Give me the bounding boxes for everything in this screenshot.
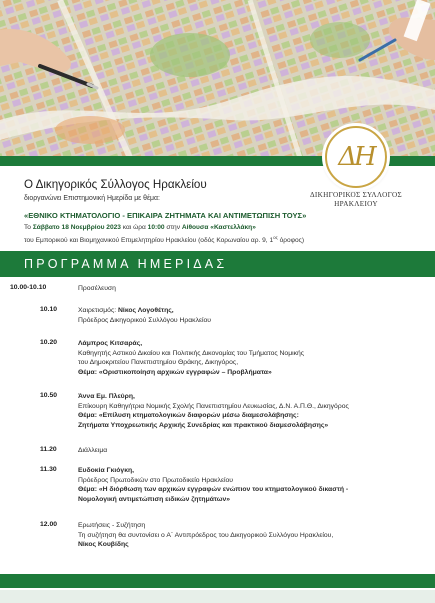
schedule-time: 11.20 — [40, 446, 57, 453]
logo-seal-icon — [325, 126, 387, 188]
talk-topic: «Οριστικοποίηση αρχικών εγγραφών – Προβλήματα» — [98, 368, 272, 376]
schedule-item: Άννα Εμ. Πλεύρη, Επίκουρη Καθηγήτρια Νομικής Σχολής Πανεπιστημίου Λευκωσίας, Δ.Ν. Α.Π.Θ., Δικηγόρος Θέμα: «Επίλυση κτηματολογικών διαφορών μέσω διαμεσολάβησης: Ζητήματα Υποχρεωτικής Αρχικής Συνεδρίας και πρακτικού διαμεσολάβησης» — [78, 393, 349, 429]
talk-topic-continued: Νομολογική αντιμετώπιση ειδικών ζητημάτων» — [78, 495, 231, 503]
logo-caption-line1: ΔΙΚΗΓΟΡΙΚΟΣ ΣΥΛΛΟΓΟΣ — [309, 191, 403, 199]
schedule-time: 10.10 — [40, 306, 58, 313]
schedule-time: 11.30 — [40, 466, 57, 473]
schedule-time: 10.00-10.10 — [10, 284, 47, 291]
schedule-item: Χαιρετισμός: Νίκος Λογοθέτης, Πρόεδρος Δικηγορικού Συλλόγου Ηρακλείου — [78, 307, 212, 324]
event-topic: «ΕΘΝΙΚΟ ΚΤΗΜΑΤΟΛΟΓΙΟ - ΕΠΙΚΑΙΡΑ ΖΗΤΗΜΑΤΑ ΚΑΙ ΑΝΤΙΜΕΤΩΠΙΣΗ ΤΟΥΣ» — [24, 211, 307, 220]
footer-strip — [0, 590, 435, 603]
schedule-item: Διάλλειμα — [78, 447, 108, 454]
organization-title: Ο Δικηγορικός Σύλλογος Ηρακλείου — [24, 178, 207, 191]
event-details-line1: Το Σάββατο 18 Νοεμβρίου 2023 και ώρα 10:00 στην Αίθουσα «Καστελλάκη» — [24, 224, 256, 231]
speaker-name: Νίκος Λογοθέτης, — [118, 307, 174, 314]
talk-topic-continued: Ζητήματα Υποχρεωτικής Αρχικής Συνεδρίας και πρακτικού διαμεσολάβησης» — [78, 421, 329, 429]
footer-green-band — [0, 574, 435, 588]
logo-caption-line2: ΗΡΑΚΛΕΙΟΥ — [334, 200, 378, 208]
organization-subtitle: διοργανώνει Επιστημονική Ημερίδα με θέμα: — [24, 195, 160, 202]
moderator-name: Νίκος Κουβίδης — [78, 541, 129, 549]
schedule-time: 12.00 — [40, 521, 58, 528]
logo-monogram: ΔΗ — [338, 142, 374, 172]
event-details-line2: του Εμπορικού και Βιομηχανικού Επιμελητηρίου Ηρακλείου (οδός Κορωναίου αρ. 9, $1^{o\varsigma}$ όροφος) — [24, 234, 305, 244]
schedule-item: Προσέλευση — [78, 285, 116, 292]
event-venue: Αίθουσα «Καστελλάκη» — [181, 224, 256, 231]
program-title-band — [0, 251, 435, 277]
event-hour: 10:00 — [147, 224, 165, 231]
schedule-item: Λάμπρος Κιτσαράς, Καθηγητής Αστικού Δικαίου και Πολιτικής Δικονομίας του Τμήματος Νομικής του Δημοκριτείου Πανεπιστημίου Θράκης, Δικηγόρος, Θέμα: «Οριστικοποίηση αρχικών εγγραφών – Προβλήματα» — [78, 340, 305, 376]
event-date: Σάββατο 18 Νοεμβρίου 2023 — [32, 224, 121, 231]
event-details — [24, 223, 429, 245]
speaker-name: Λάμπρος Κιτσαράς, — [78, 340, 143, 347]
schedule-item: Ευδοκία Γκιόγκη, Πρόεδρος Πρωτοδικών στο Πρωτοδικείο Ηρακλείου Θέμα: «Η διόρθωση των αρχικών εγγραφών ενώπιον του κτηματολογικού δικαστή - Νομολογική αντιμετώπιση ειδικών ζητημάτων» — [78, 467, 349, 503]
talk-topic: «Επίλυση κτηματολογικών διαφορών μέσω διαμεσολάβησης: — [98, 412, 299, 420]
program-title: ΠΡΟΓΡΑΜΜΑ ΗΜΕΡΙΔΑΣ — [24, 257, 228, 271]
speaker-name: Ευδοκία Γκιόγκη, — [78, 467, 135, 474]
schedule-time: 10.50 — [40, 392, 58, 399]
talk-topic: «Η διόρθωση των αρχικών εγγραφών ενώπιον του κτηματολογικού δικαστή - — [98, 486, 349, 494]
speaker-name: Άννα Εμ. Πλεύρη, — [78, 393, 135, 400]
schedule-item: Ερωτήσεις - Συζήτηση Τη συζήτηση θα συντονίσει ο Α΄ Αντιπρόεδρος του Δικηγορικού Συλλόγου Ηρακλείου, Νίκος Κουβίδης — [78, 522, 334, 549]
schedule-time: 10.20 — [40, 339, 58, 346]
intro-block — [24, 178, 324, 202]
